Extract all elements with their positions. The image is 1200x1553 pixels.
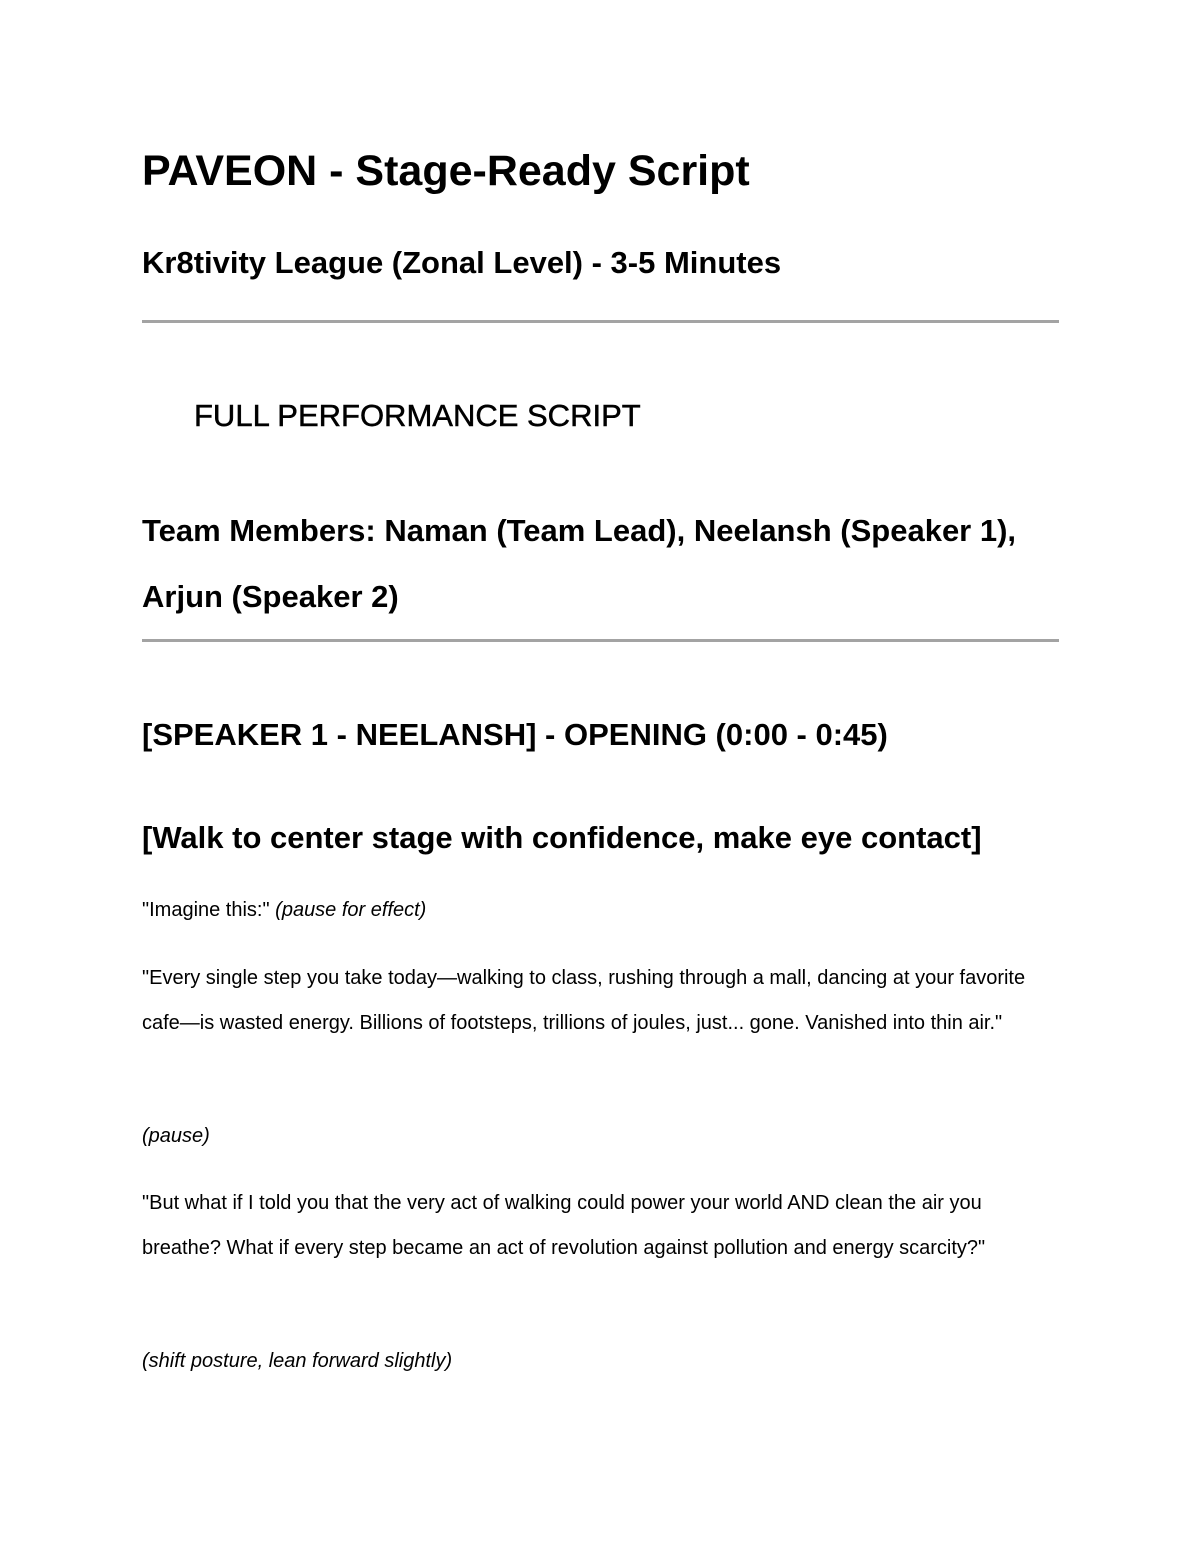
document-title: PAVEON - Stage-Ready Script — [142, 147, 750, 195]
quote-text: "Imagine this:" — [142, 899, 270, 921]
stage-direction-text: (pause) — [142, 1125, 210, 1147]
script-line: "But what if I told you that the very act of walking could power your world AND clean the air you breathe? What if every step became an act of revolution against pollution and energy scarcity?" — [142, 1192, 986, 1259]
document-subtitle: Kr8tivity League (Zonal Level) - 3-5 Minutes — [142, 245, 782, 280]
script-line — [142, 888, 1059, 933]
section-title: FULL PERFORMANCE SCRIPT — [194, 398, 641, 433]
stage-direction-heading: [Walk to center stage with confidence, make eye contact] — [142, 820, 982, 855]
horizontal-divider — [142, 320, 1059, 323]
team-members-heading: Team Members: Naman (Team Lead), Neelansh (Speaker 1), Arjun (Speaker 2) — [142, 513, 1017, 614]
stage-direction-text: (shift posture, lean forward slightly) — [142, 1350, 453, 1372]
stage-direction-text: (pause for effect) — [275, 899, 427, 921]
document-page — [142, 0, 1059, 1553]
speaker-heading: [SPEAKER 1 - NEELANSH] - OPENING (0:00 - 0:45) — [142, 717, 888, 752]
horizontal-divider — [142, 639, 1059, 642]
script-line: "Every single step you take today—walking to class, rushing through a mall, dancing at your favorite cafe—is wasted energy. Billions of footsteps, trillions of joules, just... gone. Vanished into thin air." — [142, 967, 1026, 1034]
